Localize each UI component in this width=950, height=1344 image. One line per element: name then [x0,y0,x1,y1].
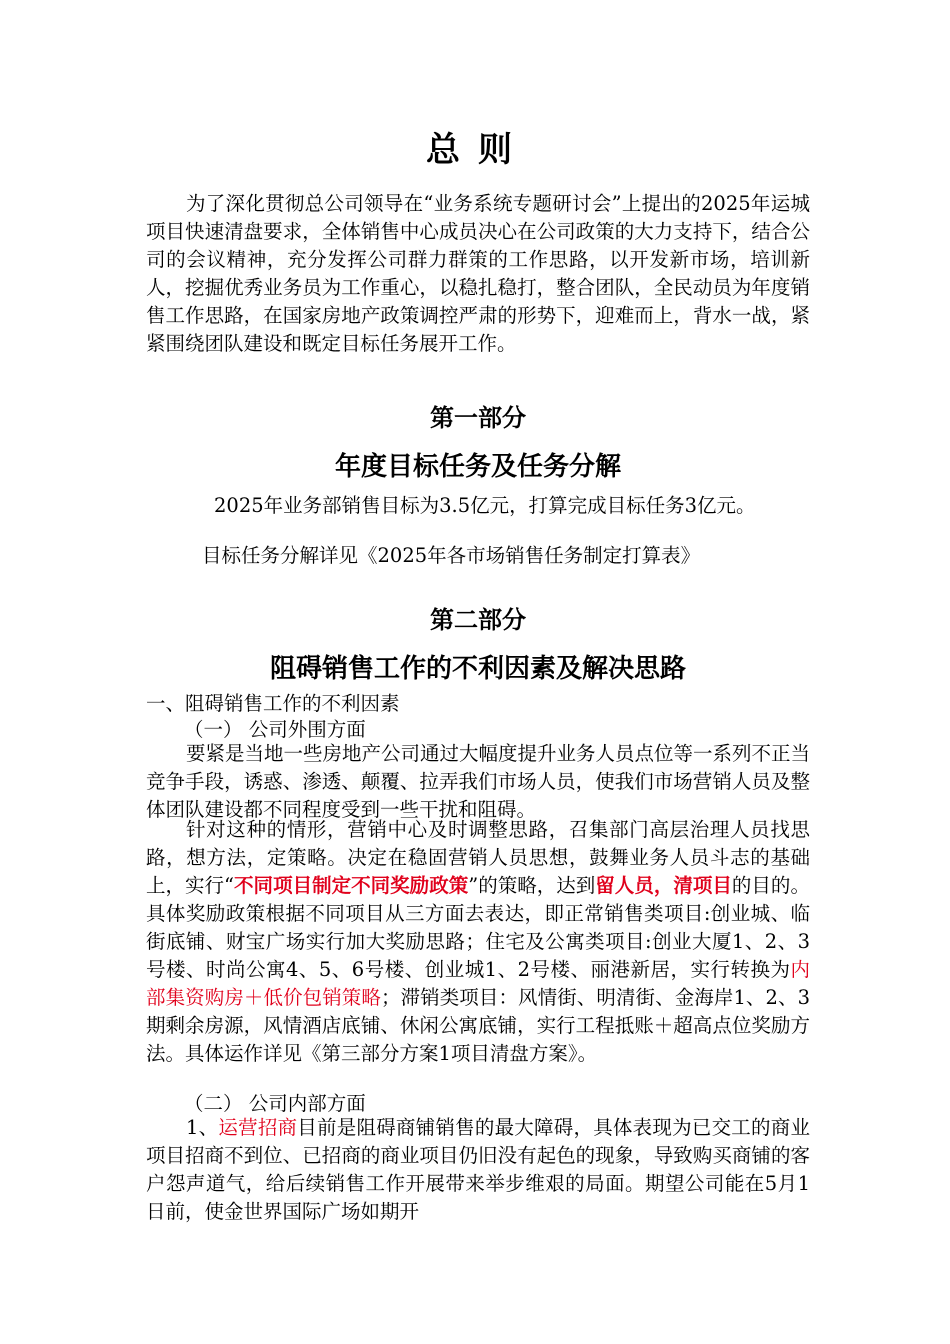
strategy-text-c: 的目的。具体奖励政策根据不同项目从三方面去表达，即正常销售类项目:创业城、临街底铺、财宝广场实行加大奖励思路；住宅及公寓类项目:创业大厦1、2、3号楼、时尚公寓4、5、6号楼、创业城1、2号楼、丽港新居，实行转换为 [146,874,810,981]
subsection-internal: （二） 公司内部方面 [184,1092,366,1115]
strategy-text-d: ；滞销类项目：风情街、明清街、金海岸1、2、3期剩余房源，风情酒店底铺、休闲公寓底铺，实行工程抵账＋超高点位奖励方法。具体运作详见《第三部分方案1项目清盘方案》。 [146,986,810,1065]
external-paragraph: 要紧是当地一些房地产公司通过大幅度提升业务人员点位等一系列不正当竞争手段，诱惑、渗透、颠覆、拉弄我们市场人员，使我们市场营销人员及整体团队建设都不同程度受到一些干扰和阻碍。 [146,742,811,821]
page-title: 总则 [426,130,530,170]
strategy-highlight-policy: 不同项目制定不同奖励政策 [234,874,469,897]
strategy-paragraph [146,816,810,1068]
strategy-text-b: ”的策略，达到 [468,874,596,897]
internal-highlight-operations: 运营招商 [218,1116,298,1139]
subsection-external: （一） 公司外围方面 [184,718,366,741]
intro-paragraph: 为了深化贯彻总公司领导在“业务系统专题研讨会”上提出的2025年运城项目快速清盘要求，全体销售中心成员决心在公司政策的大力支持下，结合公司的会议精神，充分发挥公司群力群策的工作思路，以开发新市场，培训新人，挖掘优秀业务员为工作重心，以稳扎稳打，整合团队，全民动员为年度销售工作思路，在国家房地产政策调控严肃的形势下，迎难而上，背水一战，紧紧围绕团队建设和既定目标任务展开工作。 [146,192,810,355]
internal-paragraph [146,1114,810,1226]
strategy-text-a: 针对这种的情形，营销中心及时调整思路，召集部门高层治理人员找思路，想方法，定策略。决定在稳固营销人员思想，鼓舞业务人员斗志的基础上，实行“ [146,818,810,897]
part1-subheading: 年度目标任务及任务分解 [334,452,621,482]
internal-text: 目前是阻碍商铺销售的最大障碍，具体表现为已交工的商业项目招商不到位、已招商的商业项目仍旧没有起色的现象，导致购买商铺的客户怨声道气，给后续销售工作开展带来举步维艰的局面。期望公司能在5月1日前，使金世界国际广场如期开 [146,1116,810,1223]
part1-heading: 第一部分 [430,404,526,432]
internal-item-number: 1、 [186,1116,219,1139]
strategy-highlight-retain: 留人员，清项目 [595,874,732,897]
part2-subheading: 阻碍销售工作的不利因素及解决思路 [269,654,686,684]
strategy-highlight-funding: 内部集资购房＋低价包销策略 [146,958,810,1009]
part1-breakdown-paragraph: 目标任务分解详见《2025年各市场销售任务制定打算表》 [202,544,701,567]
section-heading-unfavorable-factors: 一、阻碍销售工作的不利因素 [146,692,400,715]
part1-target-paragraph: 2025年业务部销售目标为3.5亿元，打算完成目标任务3亿元。 [214,494,756,517]
part2-heading: 第二部分 [430,606,526,634]
